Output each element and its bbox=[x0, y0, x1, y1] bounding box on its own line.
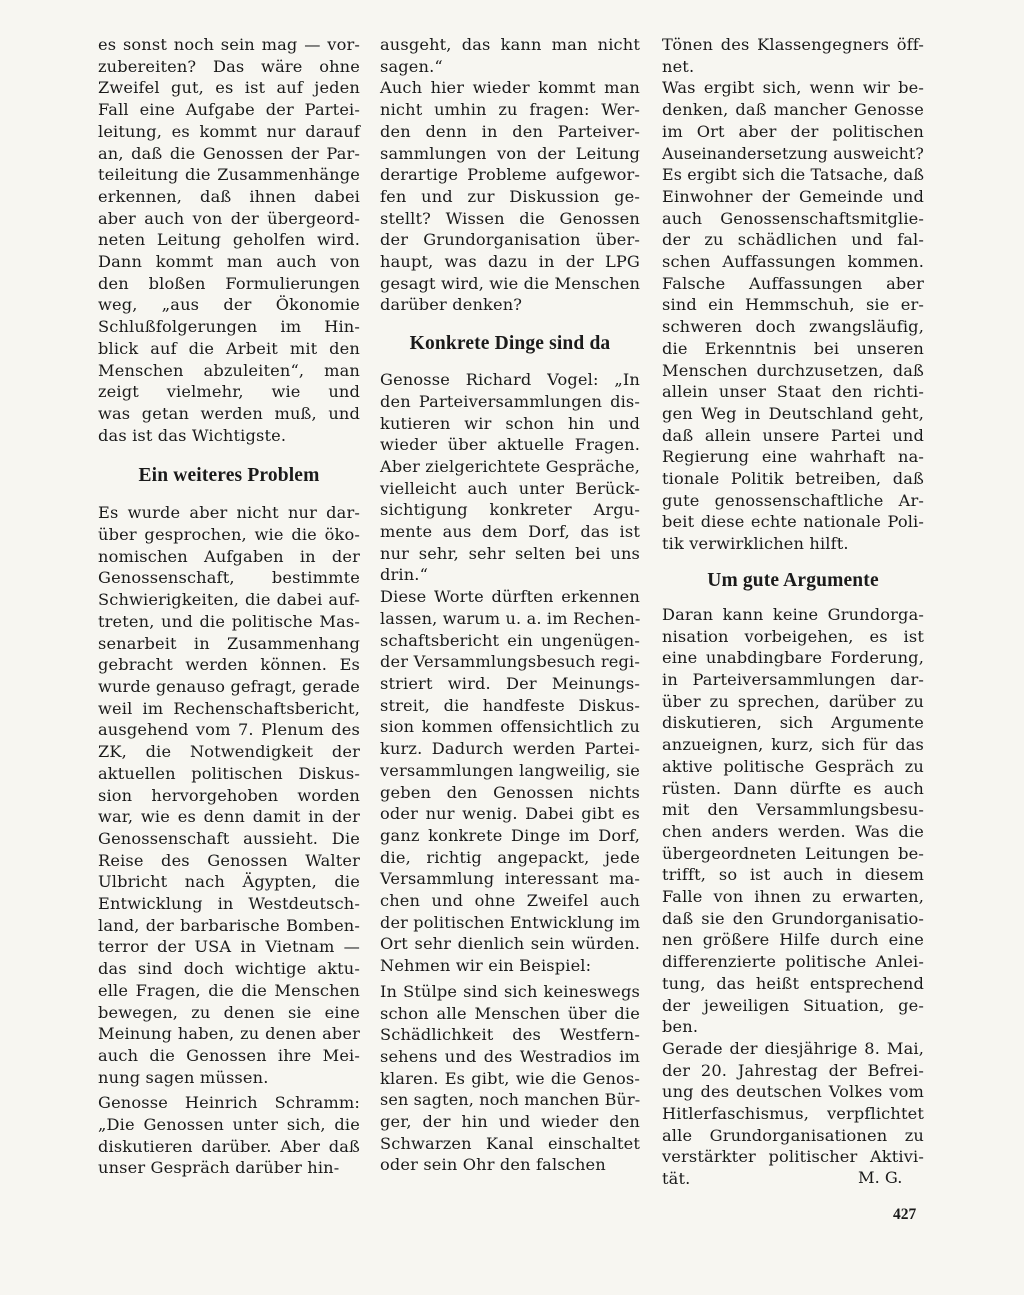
text-line: net. bbox=[662, 56, 695, 76]
text-line: Falle von ihnen zu erwarten, bbox=[662, 887, 924, 907]
text-line: zubereiten? Das wäre ohne bbox=[98, 56, 360, 76]
text-line: Schlußfolgerungen im Hin- bbox=[98, 317, 360, 337]
paragraph bbox=[380, 586, 640, 977]
text-line: der jeweiligen Situation, ge- bbox=[662, 995, 924, 1015]
text-line: Einwohner der Gemeinde und bbox=[662, 186, 924, 206]
text-line: schweren doch zwangsläufig, bbox=[662, 317, 924, 337]
text-line: leitung, es kommt nur darauf bbox=[98, 121, 360, 141]
text-line: trifft, so ist auch in diesem bbox=[662, 865, 924, 885]
text-line: kutieren wir schon hin und bbox=[380, 413, 640, 433]
paragraph bbox=[380, 981, 640, 1176]
text-line: In Stülpe sind sich keineswegs bbox=[380, 981, 640, 1001]
text-line: den denn in den Parteiver- bbox=[380, 121, 640, 141]
text-line: denken, daß mancher Genosse bbox=[662, 100, 924, 120]
section-heading-konkrete-dinge: Konkrete Dinge sind da bbox=[409, 333, 611, 355]
text-line: in Parteiversammlungen dar- bbox=[662, 669, 924, 689]
text-line: Genossenschaft, bestimmte bbox=[98, 568, 360, 588]
text-line: ganz konkrete Dinge im Dorf, bbox=[380, 825, 640, 845]
text-line: Menschen durchzusetzen, daß bbox=[662, 360, 924, 380]
text-line: Hitlerfaschismus, verpflichtet bbox=[662, 1104, 924, 1124]
page-number: 427 bbox=[893, 1206, 917, 1223]
text-line: über zu sprechen, darüber zu bbox=[662, 691, 924, 711]
text-line: schen Auffassungen kommen. bbox=[662, 252, 924, 272]
text-line: haupt, was dazu in der LPG bbox=[380, 252, 640, 272]
text-line: Auseinandersetzung ausweicht? bbox=[662, 143, 924, 163]
text-line: tionale Politik betreiben, daß bbox=[662, 469, 924, 489]
text-line: Schwierigkeiten, die dabei auf- bbox=[98, 590, 360, 610]
text-line: differenzierte politische Anlei- bbox=[662, 952, 924, 972]
text-line: Was ergibt sich, wenn wir be- bbox=[662, 78, 924, 98]
text-line: Daran kann keine Grundorga- bbox=[662, 604, 924, 624]
text-line: bewegen, zu denen sie eine bbox=[98, 1002, 360, 1022]
text-line: Aber zielgerichtete Gespräche, bbox=[380, 456, 640, 476]
text-line: tät. bbox=[662, 1169, 691, 1189]
text-line: oder sein Ohr den falschen bbox=[380, 1155, 606, 1175]
text-line: Entwicklung in Westdeutsch- bbox=[98, 894, 360, 914]
text-line: der 20. Jahrestag der Befrei- bbox=[662, 1060, 924, 1080]
section-heading-um-gute-argumente: Um gute Argumente bbox=[707, 569, 879, 591]
text-line: land, der barbarische Bomben- bbox=[98, 915, 360, 935]
text-line: alle Grundorganisationen zu bbox=[662, 1125, 924, 1145]
text-line: lassen, warum u. a. im Rechen- bbox=[380, 608, 641, 628]
text-line: Zweifel gut, es ist auf jeden bbox=[98, 78, 360, 98]
text-line: sion kommen offensichtlich zu bbox=[380, 717, 640, 737]
text-line: fen und zur Diskussion ge- bbox=[380, 186, 640, 206]
text-line: Fall eine Aufgabe der Partei- bbox=[98, 100, 360, 120]
text-line: ausgehend vom 7. Plenum des bbox=[98, 720, 360, 740]
column-3 bbox=[662, 34, 924, 1190]
text-line: mit den Versammlungsbesu- bbox=[662, 800, 924, 820]
text-line: Falsche Auffassungen aber bbox=[662, 273, 924, 293]
text-line: drin.“ bbox=[380, 565, 429, 585]
text-line: Gerade der diesjährige 8. Mai, bbox=[662, 1038, 924, 1058]
text-line: sagen.“ bbox=[380, 56, 443, 76]
text-line: den Parteiversammlungen dis- bbox=[380, 391, 640, 411]
text-line: aktive politische Gespräch zu bbox=[662, 756, 924, 776]
text-line: schon alle Menschen über die bbox=[380, 1003, 640, 1023]
text-line: das ist das Wichtigste. bbox=[98, 425, 287, 445]
text-line: stellt? Wissen die Genossen bbox=[380, 208, 640, 228]
text-line: streit, die handfeste Diskus- bbox=[380, 695, 640, 715]
text-line: tik verwirklichen hilft. bbox=[662, 534, 849, 554]
text-line: Regierung eine wahrhaft na- bbox=[662, 447, 924, 467]
text-line: daß sie den Grundorganisatio- bbox=[662, 908, 924, 928]
text-line: war, wie es denn damit in der bbox=[98, 807, 360, 827]
text-line: sion hervorgehoben worden bbox=[98, 785, 360, 805]
text-line: über gesprochen, wie die öko- bbox=[98, 525, 360, 545]
text-line: was getan werden muß, und bbox=[98, 403, 360, 423]
text-line: teileitung die Zusammenhänge bbox=[98, 165, 360, 185]
text-line: derartige Probleme aufgewor- bbox=[380, 165, 640, 185]
text-line: Es ergibt sich die Tatsache, daß bbox=[662, 165, 925, 185]
text-line: Ulbricht nach Ägypten, die bbox=[98, 872, 360, 892]
text-line: gen Weg in Deutschland geht, bbox=[662, 403, 924, 423]
text-line: chen und ohne Zweifel auch bbox=[380, 891, 640, 911]
text-line: sichtigung konkreter Argu- bbox=[380, 500, 640, 520]
text-line: diskutieren, sich Argumente bbox=[662, 713, 924, 733]
text-line: gesagt wird, wie die Menschen bbox=[380, 273, 641, 293]
text-line: wurde genauso gefragt, gerade bbox=[98, 676, 360, 696]
text-line: tung, das heißt entsprechend bbox=[662, 973, 924, 993]
text-line: es sonst noch sein mag — vor- bbox=[98, 35, 360, 54]
text-line: Genosse Heinrich Schramm: bbox=[98, 1093, 360, 1113]
column-1 bbox=[98, 34, 360, 1179]
text-line: ben. bbox=[662, 1017, 699, 1037]
text-line: Menschen abzuleiten“, man bbox=[98, 360, 360, 380]
text-line: der Versammlungsbesuch regi- bbox=[380, 652, 640, 672]
text-line: vielleicht auch unter Berück- bbox=[380, 478, 640, 498]
text-line: terror der USA in Vietnam — bbox=[98, 937, 360, 957]
text-line: Diese Worte dürften erkennen bbox=[380, 587, 640, 607]
paragraph bbox=[380, 34, 640, 77]
text-line: chen anders werden. Was die bbox=[662, 821, 924, 841]
text-line: sen sagten, noch manchen Bür- bbox=[380, 1090, 641, 1110]
text-line: nung sagen müssen. bbox=[98, 1067, 269, 1087]
text-line: klaren. Es gibt, wie die Genos- bbox=[380, 1068, 640, 1088]
text-line: erkennen, daß ihnen dabei bbox=[98, 186, 360, 206]
text-line: ausgeht, das kann man nicht bbox=[380, 35, 640, 54]
text-line: der Grundorganisation über- bbox=[380, 230, 640, 250]
text-line: weil im Rechenschaftsbericht, bbox=[98, 698, 360, 718]
paragraph bbox=[380, 77, 640, 316]
text-line: zeigt vielmehr, wie und bbox=[98, 382, 360, 402]
text-line: aber auch von der übergeord- bbox=[98, 208, 360, 228]
text-line: Nehmen wir ein Beispiel: bbox=[380, 956, 592, 976]
text-line: verstärkter politischer Aktivi- bbox=[662, 1147, 924, 1167]
text-line: sehens und des Westradios im bbox=[380, 1046, 640, 1066]
text-line: Schwarzen Kanal einschaltet bbox=[380, 1133, 640, 1153]
text-line: unser Gespräch darüber hin- bbox=[98, 1158, 340, 1178]
text-line: striert wird. Der Meinungs- bbox=[380, 673, 640, 693]
text-line: allein unser Staat den richti- bbox=[662, 382, 924, 402]
text-line: sind ein Hemmschuh, sie er- bbox=[662, 295, 924, 315]
text-line: oder nur wenig. Dabei gibt es bbox=[380, 804, 640, 824]
text-line: „Die Genossen unter sich, die bbox=[98, 1115, 360, 1135]
text-line: nen größere Hilfe durch eine bbox=[662, 930, 924, 950]
text-line: der politischen Entwicklung im bbox=[380, 912, 641, 932]
text-line: geben den Genossen nichts bbox=[380, 782, 640, 802]
text-line: elle Fragen, die die Menschen bbox=[98, 980, 360, 1000]
text-line: übergeordneten Leitungen be- bbox=[662, 843, 924, 863]
text-line: Meinung haben, zu denen aber bbox=[98, 1024, 360, 1044]
text-line: an, daß die Genossen der Par- bbox=[98, 143, 360, 163]
text-line: im Ort aber der politischen bbox=[662, 121, 924, 141]
text-line: schaftsbericht ein ungenügen- bbox=[380, 630, 640, 650]
paragraph bbox=[662, 34, 924, 77]
text-line: blick auf die Arbeit mit den bbox=[98, 338, 360, 358]
text-line: aktuellen politischen Diskus- bbox=[98, 763, 360, 783]
paragraph bbox=[98, 502, 360, 1088]
text-line: das sind doch wichtige aktu- bbox=[98, 959, 360, 979]
text-line: ger, der hin und wieder den bbox=[380, 1112, 640, 1132]
text-line: wieder über aktuelle Fragen. bbox=[380, 435, 640, 455]
text-line: nur sehr, sehr selten bei uns bbox=[380, 543, 640, 563]
text-line: sammlungen von der Leitung bbox=[380, 143, 640, 163]
paragraph bbox=[98, 1092, 360, 1179]
text-line: kurz. Dadurch werden Partei- bbox=[380, 739, 640, 759]
text-line: den bloßen Formulierungen bbox=[98, 273, 360, 293]
text-line: Versammlung interessant ma- bbox=[380, 869, 640, 889]
text-line: daß allein unsere Partei und bbox=[662, 425, 924, 445]
paragraph bbox=[98, 34, 360, 446]
text-line: der zu schädlichen und fal- bbox=[662, 230, 924, 250]
text-line: Schädlichkeit des Westfern- bbox=[380, 1025, 640, 1045]
author-signature: M. G. bbox=[858, 1168, 903, 1187]
text-line: versammlungen langweilig, sie bbox=[380, 760, 640, 780]
text-line: nisation vorbeigehen, es ist bbox=[662, 626, 924, 646]
text-line: Genossenschaft aussieht. Die bbox=[98, 828, 360, 848]
text-line: ZK, die Notwendigkeit der bbox=[98, 742, 360, 762]
text-line: rüsten. Dann dürfte es auch bbox=[662, 778, 924, 798]
text-line: weg, „aus der Ökonomie bbox=[98, 295, 360, 315]
text-line: Ort sehr dienlich sein würden. bbox=[380, 934, 640, 954]
text-line: Dann kommt man auch von bbox=[98, 252, 360, 272]
text-line: eine unabdingbare Forderung, bbox=[662, 648, 924, 668]
text-line: neten Leitung geholfen wird. bbox=[98, 230, 360, 250]
text-line: Tönen des Klassengegners öff- bbox=[662, 35, 924, 54]
text-line: auch Genossenschaftsmitglie- bbox=[662, 208, 924, 228]
column-2 bbox=[380, 34, 640, 1176]
text-line: Es wurde aber nicht nur dar- bbox=[98, 503, 360, 523]
text-line: nomischen Aufgaben in der bbox=[98, 546, 360, 566]
text-line: Genosse Richard Vogel: „In bbox=[380, 370, 640, 390]
text-line: treten, und die politische Mas- bbox=[98, 611, 360, 631]
text-line: darüber denken? bbox=[380, 295, 523, 315]
paragraph bbox=[380, 369, 640, 586]
text-line: gute genossenschaftliche Ar- bbox=[662, 490, 924, 510]
text-line: anzueignen, kurz, sich für das bbox=[662, 735, 924, 755]
text-line: die, richtig angepackt, jede bbox=[380, 847, 640, 867]
text-line: Auch hier wieder kommt man bbox=[380, 78, 640, 98]
text-line: gebracht werden können. Es bbox=[98, 655, 360, 675]
text-line: beit diese echte nationale Poli- bbox=[662, 512, 924, 532]
paragraph bbox=[662, 77, 924, 554]
text-line: nicht umhin zu fragen: Wer- bbox=[380, 100, 640, 120]
text-line: ung des deutschen Volkes vom bbox=[662, 1082, 924, 1102]
text-line: diskutieren darüber. Aber daß bbox=[98, 1136, 360, 1156]
text-line: senarbeit in Zusammenhang bbox=[98, 633, 360, 653]
section-heading-ein-weiteres-problem: Ein weiteres Problem bbox=[138, 465, 320, 487]
text-line: die Erkenntnis bei unseren bbox=[662, 338, 924, 358]
text-line: auch die Genossen ihre Mei- bbox=[98, 1045, 360, 1065]
paragraph bbox=[662, 604, 924, 1038]
text-line: mente aus dem Dorf, das ist bbox=[380, 522, 640, 542]
text-line: Reise des Genossen Walter bbox=[98, 850, 360, 870]
